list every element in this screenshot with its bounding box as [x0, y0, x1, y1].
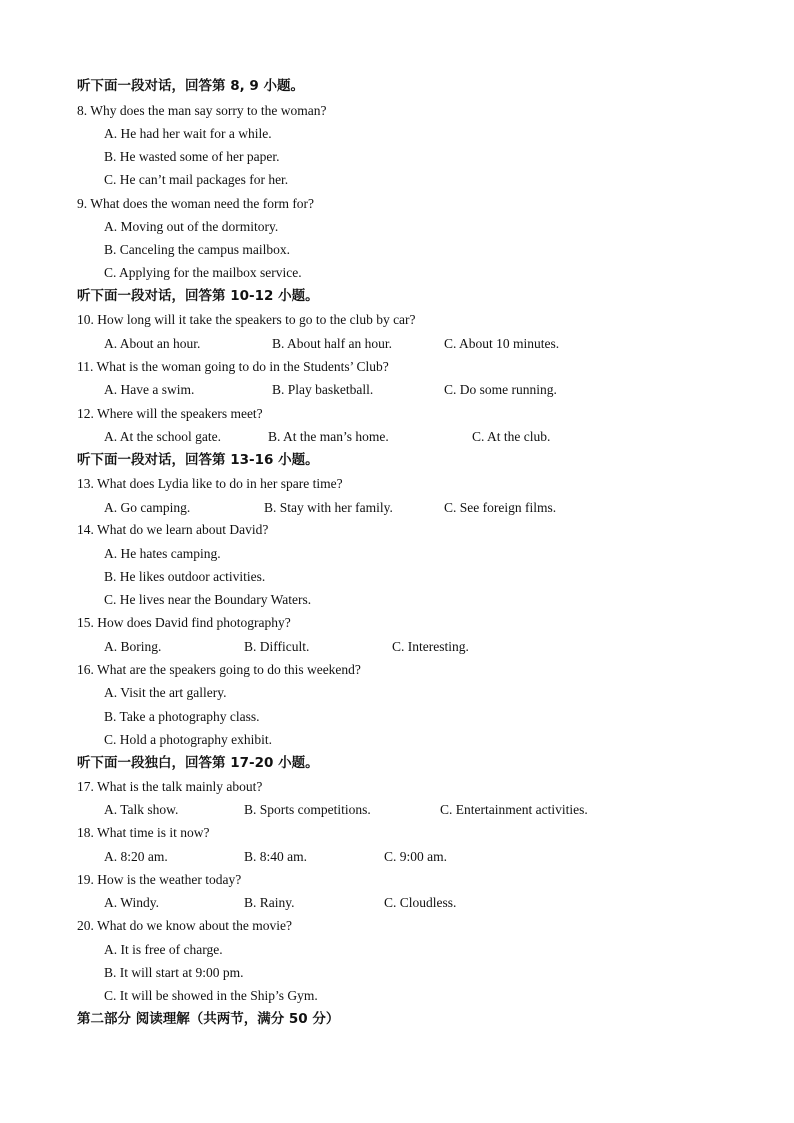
section-heading: 听下面一段独白，回答第 17-20 小题。: [77, 755, 319, 771]
option-b: B. Rainy.: [244, 895, 295, 910]
section-heading: 听下面一段对话，回答第 13-16 小题。: [77, 452, 319, 468]
option-b: B. Sports competitions.: [244, 802, 371, 817]
question-stem: 11. What is the woman going to do in the Students’ Club?: [77, 359, 389, 374]
question-stem: 20. What do we know about the movie?: [77, 918, 292, 933]
question-stem: 14. What do we learn about David?: [77, 522, 269, 537]
option-b: B. At the man’s home.: [268, 429, 389, 444]
option-c: C. It will be showed in the Ship’s Gym.: [104, 988, 318, 1003]
question-stem: 13. What does Lydia like to do in her spare time?: [77, 476, 343, 491]
option-b: B. He likes outdoor activities.: [104, 569, 266, 584]
option-c: C. Hold a photography exhibit.: [104, 732, 272, 747]
option-a: A. Talk show.: [104, 802, 179, 817]
section-heading: 听下面一段对话，回答第 8, 9 小题。: [77, 78, 305, 94]
option-a: A. Visit the art gallery.: [104, 685, 227, 700]
question-stem: 12. Where will the speakers meet?: [77, 406, 263, 421]
option-b: B. Canceling the campus mailbox.: [104, 242, 290, 257]
option-c: C. Entertainment activities.: [440, 802, 588, 817]
option-b: B. Difficult.: [244, 639, 310, 654]
option-c: C. He can’t mail packages for her.: [104, 172, 289, 187]
option-c: C. Interesting.: [392, 639, 469, 654]
option-a: A. At the school gate.: [104, 429, 221, 444]
option-b: B. Take a photography class.: [104, 709, 260, 724]
option-b: B. 8:40 am.: [244, 849, 307, 864]
option-c: C. At the club.: [472, 429, 551, 444]
option-a: A. Boring.: [104, 639, 162, 654]
option-b: B. Stay with her family.: [264, 500, 393, 515]
option-a: A. He had her wait for a while.: [104, 126, 272, 141]
option-c: C. See foreign films.: [444, 500, 557, 515]
question-stem: 8. Why does the man say sorry to the woman?: [77, 103, 327, 118]
option-b: B. Play basketball.: [272, 382, 374, 397]
question-stem: 16. What are the speakers going to do this weekend?: [77, 662, 361, 677]
option-b: B. It will start at 9:00 pm.: [104, 965, 244, 980]
question-stem: 10. How long will it take the speakers to go to the club by car?: [77, 312, 416, 327]
option-a: A. Go camping.: [104, 500, 191, 515]
option-c: C. 9:00 am.: [384, 849, 447, 864]
option-a: A. 8:20 am.: [104, 849, 168, 864]
question-stem: 9. What does the woman need the form for?: [77, 196, 315, 211]
question-stem: 17. What is the talk mainly about?: [77, 779, 263, 794]
option-a: A. It is free of charge.: [104, 942, 223, 957]
option-a: A. Windy.: [104, 895, 159, 910]
question-stem: 18. What time is it now?: [77, 825, 210, 840]
option-a: A. Moving out of the dormitory.: [104, 219, 279, 234]
option-c: C. About 10 minutes.: [444, 336, 560, 351]
option-c: C. Do some running.: [444, 382, 557, 397]
option-b: B. About half an hour.: [272, 336, 392, 351]
option-a: A. He hates camping.: [104, 546, 221, 561]
option-c: C. He lives near the Boundary Waters.: [104, 592, 312, 607]
question-stem: 19. How is the weather today?: [77, 872, 242, 887]
question-stem: 15. How does David find photography?: [77, 615, 291, 630]
option-a: A. About an hour.: [104, 336, 201, 351]
section-heading: 听下面一段对话，回答第 10-12 小题。: [77, 288, 319, 304]
option-b: B. He wasted some of her paper.: [104, 149, 280, 164]
option-a: A. Have a swim.: [104, 382, 195, 397]
part-heading: 第二部分 阅读理解（共两节，满分 50 分）: [77, 1011, 340, 1027]
option-c: C. Cloudless.: [384, 895, 457, 910]
option-c: C. Applying for the mailbox service.: [104, 265, 302, 280]
